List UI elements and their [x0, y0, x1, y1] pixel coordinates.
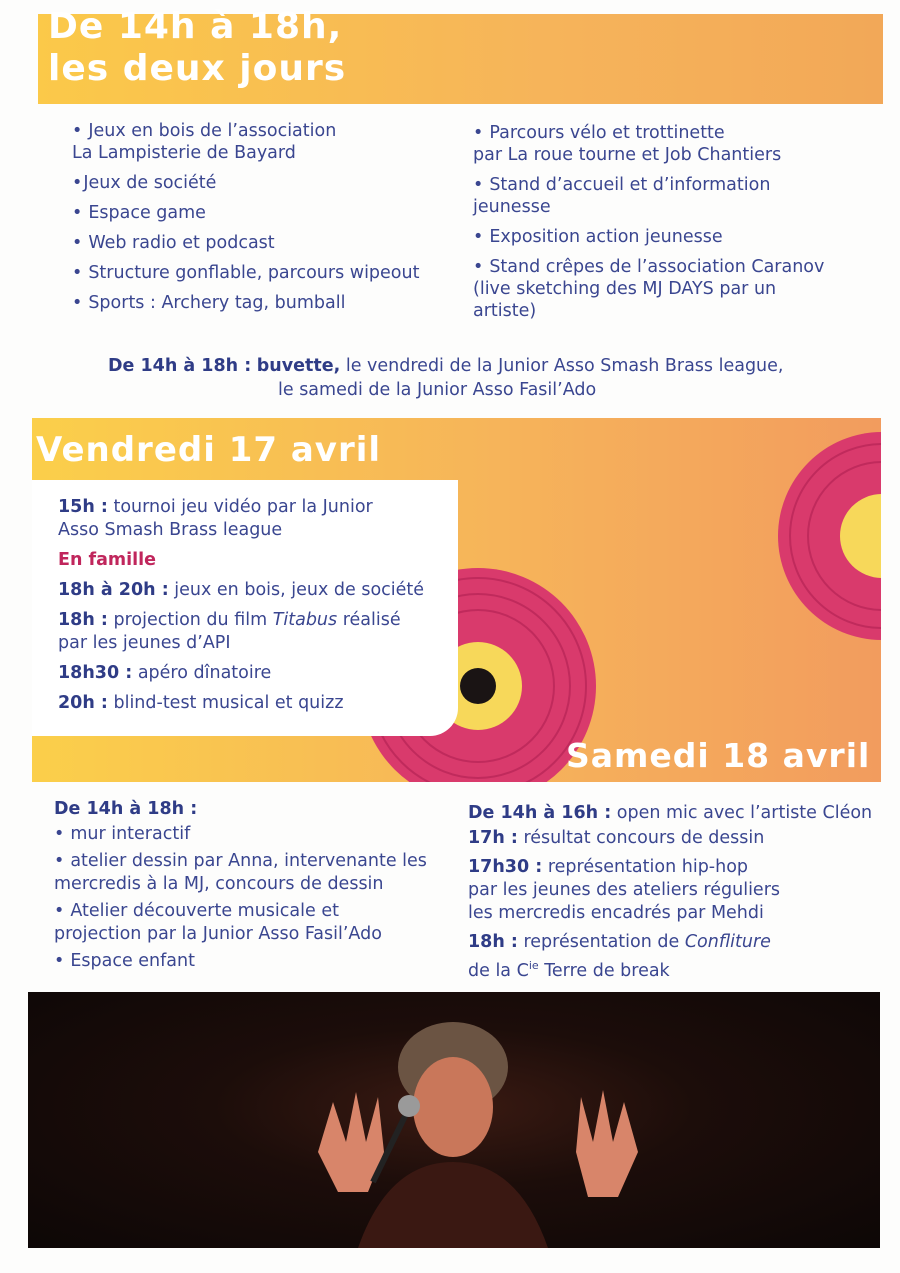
samedi-left-time: De 14h à 18h : — [54, 799, 198, 819]
activities-left-list — [72, 120, 452, 322]
schedule-text: jeux en bois, jeux de société — [168, 580, 425, 600]
header-title-line1: De 14h à 18h, — [48, 6, 343, 47]
schedule-text-sup: ie — [528, 959, 539, 972]
list-item-text: par La roue tourne et Job Chantiers — [473, 145, 782, 165]
bullet-icon: • — [72, 173, 83, 193]
schedule-text: par les jeunes d’API — [58, 633, 231, 653]
schedule-text: Asso Smash Brass league — [58, 520, 283, 540]
microphone-icon — [398, 1095, 420, 1117]
schedule-time: 18h : — [468, 932, 518, 952]
face-shape — [413, 1057, 493, 1157]
right-hand-shape — [576, 1090, 638, 1197]
schedule-text: blind-test musical et quizz — [107, 693, 344, 713]
schedule-time: 17h : — [468, 828, 518, 848]
schedule-item — [58, 609, 458, 655]
schedule-text: résultat concours de dessin — [517, 828, 765, 848]
en-famille-label: En famille — [58, 550, 157, 570]
list-item-text: artiste) — [473, 301, 537, 321]
schedule-text: de la C — [468, 960, 529, 981]
body-shape — [358, 1162, 548, 1248]
list-item-text: Parcours vélo et trottinette — [489, 123, 725, 143]
schedule-text: tournoi jeu vidéo par la Junior — [107, 497, 373, 517]
list-item — [473, 122, 873, 166]
list-item — [72, 120, 452, 164]
list-item — [54, 950, 454, 973]
bullet-icon: • — [54, 951, 65, 971]
buvette-info — [108, 354, 828, 402]
schedule-text: apéro dînatoire — [132, 663, 272, 683]
schedule-item — [58, 692, 458, 715]
list-item — [72, 172, 452, 194]
schedule-text: open mic avec l’artiste Cléon — [611, 803, 873, 823]
performer-illustration — [28, 992, 880, 1248]
bullet-icon: • — [72, 263, 83, 283]
schedule-text: projection du film — [107, 610, 273, 630]
list-item-text: Espace enfant — [70, 951, 195, 971]
list-item-text: Atelier découverte musicale et — [70, 901, 339, 921]
schedule-text: réalisé — [337, 610, 401, 630]
list-item-text: La Lampisterie de Bayard — [72, 143, 296, 163]
bullet-icon: • — [72, 293, 83, 313]
buvette-label: buvette, — [256, 356, 341, 376]
list-item — [72, 202, 452, 224]
schedule-item — [468, 931, 888, 983]
list-item-text: jeunesse — [473, 197, 551, 217]
list-item — [473, 174, 873, 218]
buvette-text: le vendredi de la Junior Asso Smash Brass league, — [340, 356, 784, 376]
list-item-text: Sports : Archery tag, bumball — [88, 293, 346, 313]
bullet-icon: • — [54, 824, 65, 844]
bullet-icon: • — [72, 203, 83, 223]
list-item-text: projection par la Junior Asso Fasil’Ado — [54, 924, 382, 944]
schedule-item — [468, 802, 888, 825]
schedule-time: 18h : — [58, 610, 108, 630]
schedule-text: par les jeunes des ateliers réguliers — [468, 880, 781, 900]
vinyl-record-small-icon — [778, 432, 881, 640]
bullet-icon: • — [473, 123, 484, 143]
bullet-icon: • — [54, 901, 65, 921]
schedule-time: 15h : — [58, 497, 108, 517]
schedule-text: les mercredis encadrés par Mehdi — [468, 903, 764, 923]
film-title: Titabus — [272, 610, 338, 630]
header-title — [48, 6, 346, 90]
buvette-line1 — [108, 354, 828, 378]
list-item-text: Stand d’accueil et d’information — [489, 175, 771, 195]
list-item — [72, 292, 452, 314]
bullet-icon: • — [473, 257, 484, 277]
header-title-line2: les deux jours — [48, 48, 347, 89]
bullet-icon: • — [473, 227, 484, 247]
schedule-time: 20h : — [58, 693, 108, 713]
schedule-item — [58, 662, 458, 685]
activities-right-list — [473, 122, 873, 330]
buvette-time: De 14h à 18h : — [108, 356, 252, 376]
list-item — [54, 850, 454, 896]
list-item-text: Jeux en bois de l’association — [88, 121, 337, 141]
vendredi-schedule — [58, 496, 458, 722]
schedule-item — [58, 496, 458, 542]
bullet-icon: • — [473, 175, 484, 195]
samedi-left-schedule — [54, 798, 454, 973]
list-item — [473, 226, 873, 248]
schedule-item — [58, 579, 458, 602]
schedule-item — [468, 856, 888, 925]
list-item-text: mur interactif — [70, 824, 191, 844]
schedule-time: 18h à 20h : — [58, 580, 169, 600]
list-item-text: (live sketching des MJ DAYS par un — [473, 279, 777, 299]
vendredi-title: Vendredi 17 avril — [36, 430, 382, 470]
show-title: Confliture — [684, 932, 771, 952]
list-item — [72, 232, 452, 254]
schedule-text: représentation de — [517, 932, 685, 952]
schedule-text: Terre de break — [538, 960, 670, 981]
list-item-text: Stand crêpes de l’association Caranov — [489, 257, 825, 277]
bullet-icon: • — [54, 851, 65, 871]
list-item-text: Jeux de société — [83, 173, 217, 193]
list-item — [54, 823, 454, 846]
schedule-item — [468, 827, 888, 850]
list-item-text: mercredis à la MJ, concours de dessin — [54, 874, 384, 894]
performer-photo — [28, 992, 880, 1248]
buvette-line2: le samedi de la Junior Asso Fasil’Ado — [278, 380, 597, 400]
list-item-text: Structure gonflable, parcours wipeout — [88, 263, 420, 283]
samedi-title: Samedi 18 avril — [566, 736, 871, 775]
list-item-text: Exposition action jeunesse — [489, 227, 723, 247]
samedi-right-schedule — [468, 802, 888, 983]
list-item — [473, 256, 873, 322]
schedule-time: 17h30 : — [468, 857, 543, 877]
schedule-time: 18h30 : — [58, 663, 133, 683]
list-item-text: Espace game — [88, 203, 206, 223]
bullet-icon: • — [72, 121, 83, 141]
list-item — [54, 900, 454, 946]
bullet-icon: • — [72, 233, 83, 253]
list-item-text: Web radio et podcast — [88, 233, 275, 253]
schedule-text: représentation hip-hop — [542, 857, 749, 877]
list-item-text: atelier dessin par Anna, intervenante les — [70, 851, 427, 871]
schedule-time: De 14h à 16h : — [468, 803, 612, 823]
list-item — [72, 262, 452, 284]
